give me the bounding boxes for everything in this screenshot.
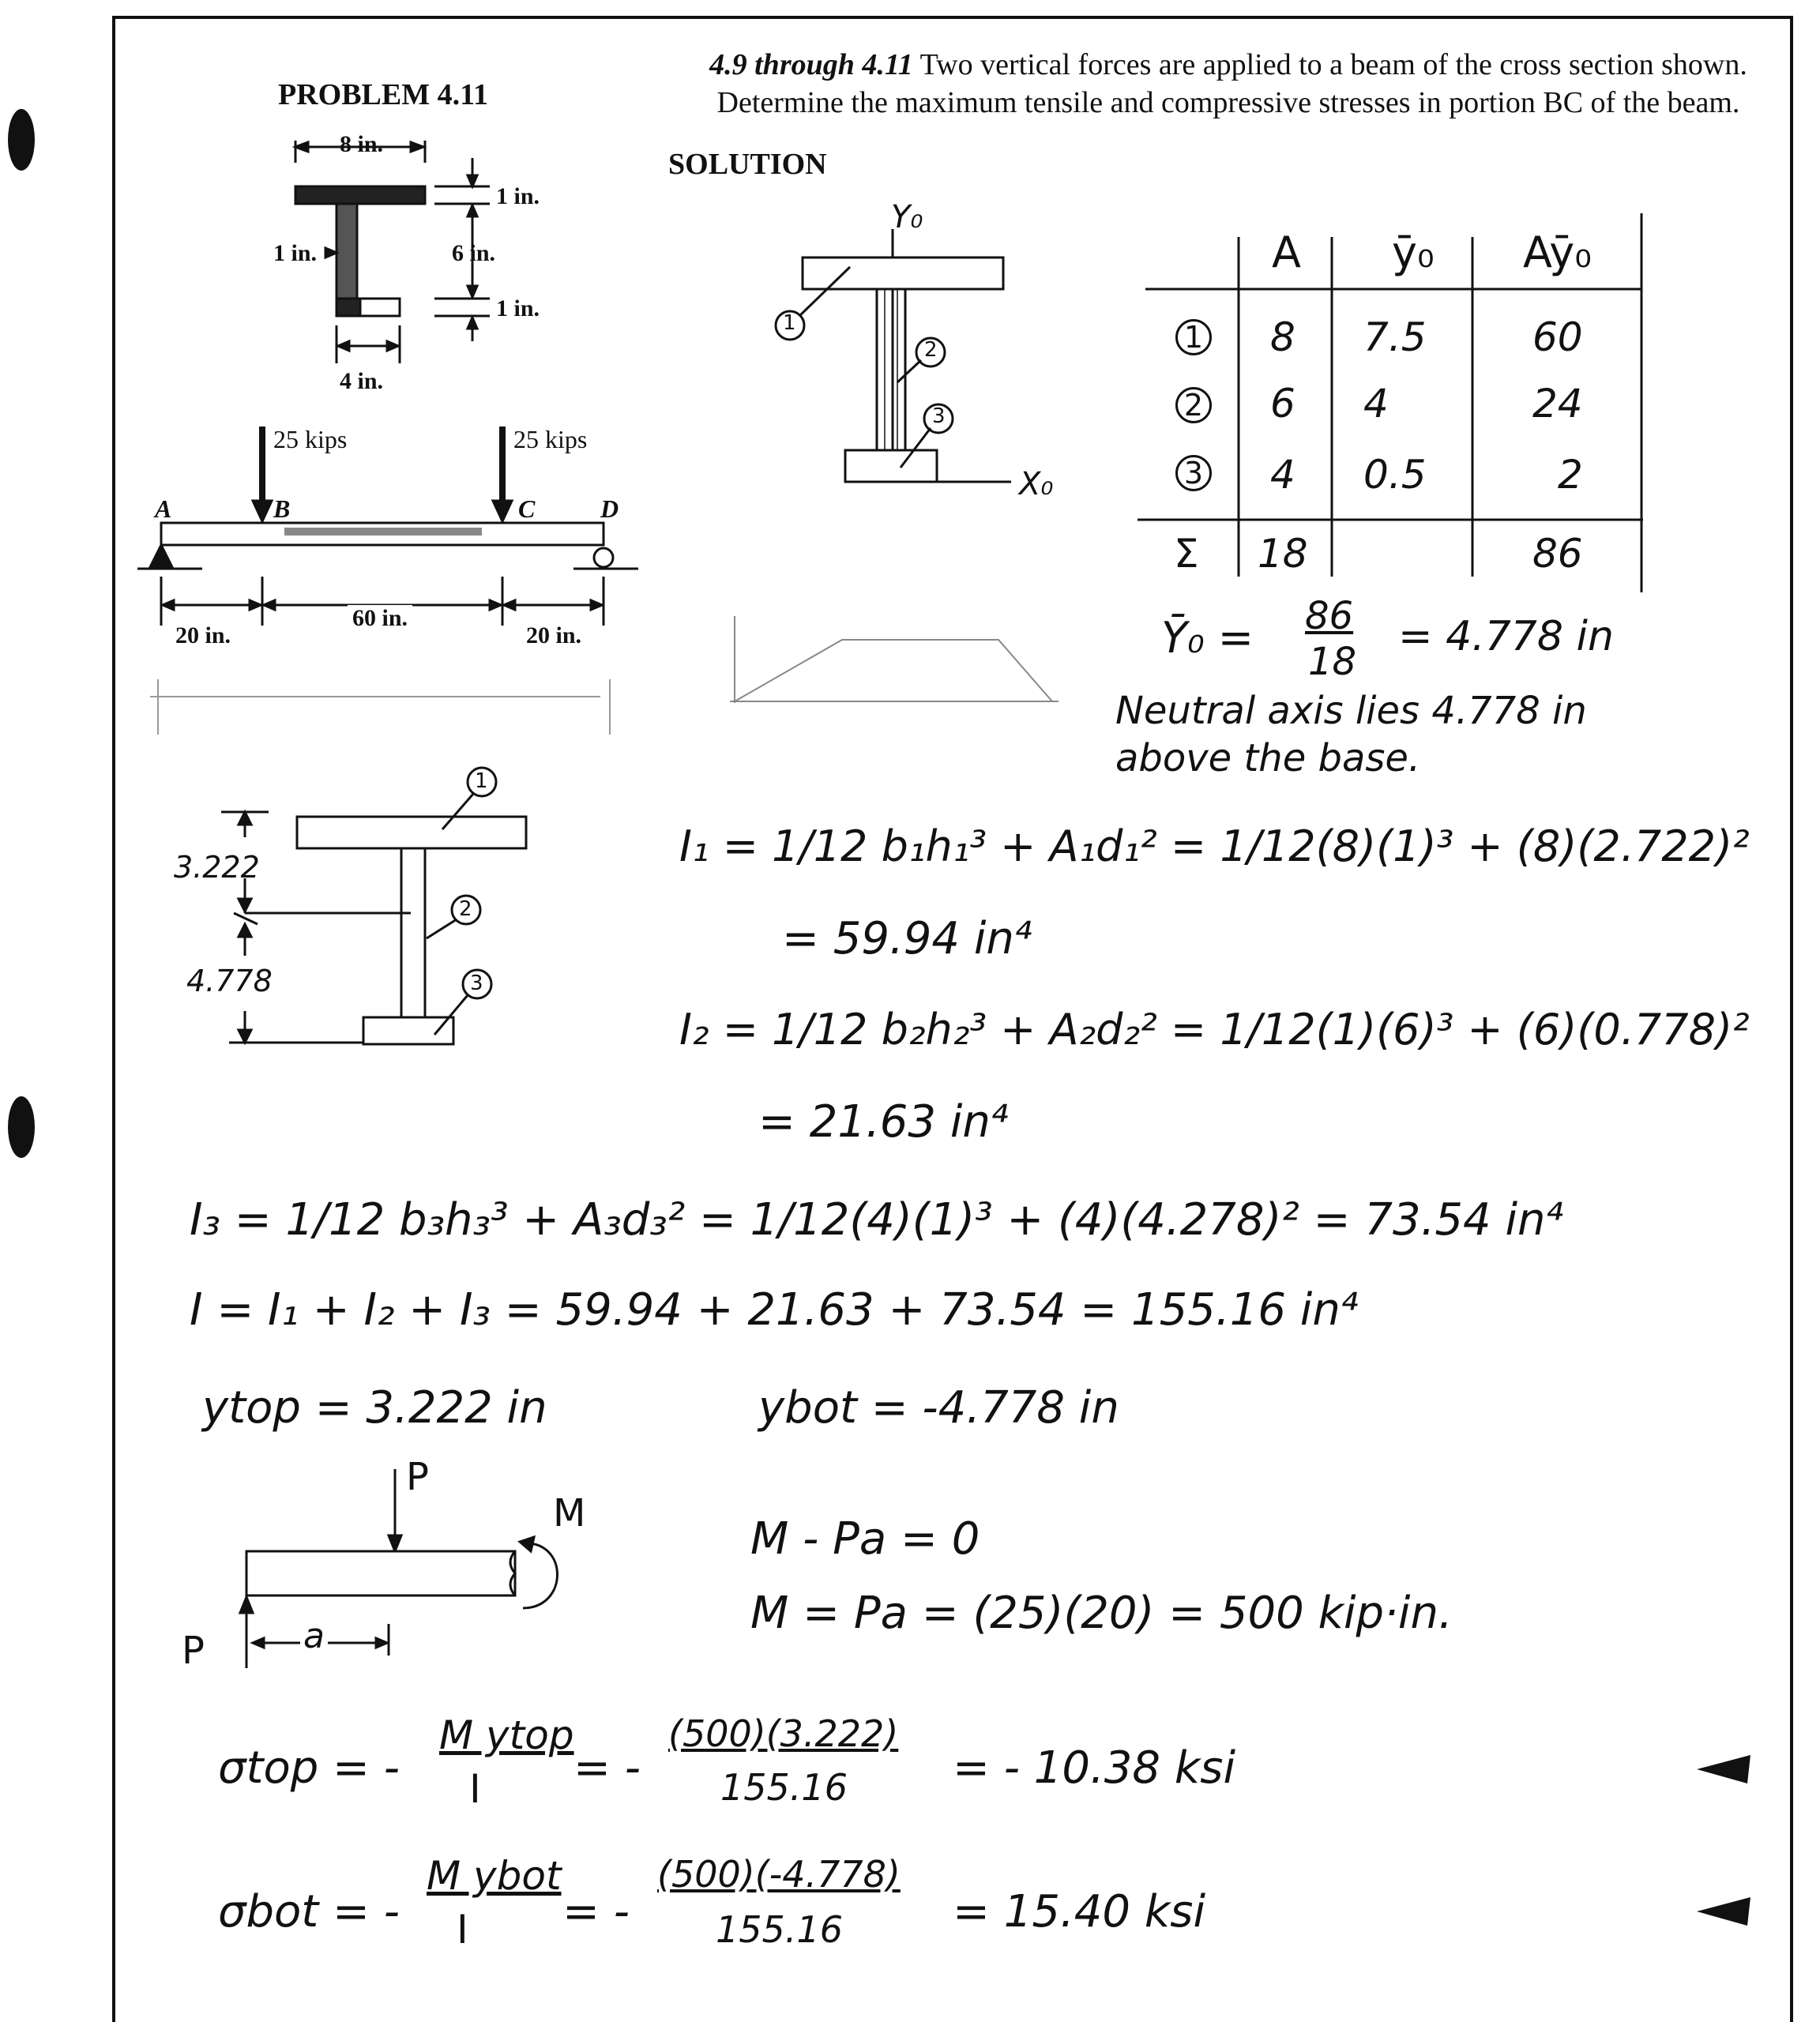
span-bc: 60 in. [348,605,412,632]
x0-axis-label: X₀ [1019,466,1054,502]
stress-top-frac-den: I [469,1766,481,1812]
i1-line-2: = 59.94 in⁴ [782,913,1032,964]
point-b: B [273,494,291,523]
table-row-3-ay: 2 [1558,452,1583,498]
section-diagram-2 [182,758,561,1058]
y0-axis-label: Y₀ [891,199,923,235]
moment-diagram-sketch [695,600,1074,711]
solution-heading: SOLUTION [668,148,827,181]
fbd-p-left: P [182,1629,205,1673]
dim-web-height: 6 in. [452,240,496,266]
table-row-2-part: 2 [1175,387,1212,423]
i1-line-1: I₁ = 1/12 b₁h₁³ + A₁d₁² = 1/12(8)(1)³ + (8)(2.722)² [679,821,1750,871]
free-body-diagram [174,1469,616,1682]
fbd-p-top: P [406,1455,429,1499]
table-sum-a: 18 [1258,531,1308,577]
moment-eq-1: M - Pa = 0 [750,1513,980,1565]
point-a: A [155,494,172,523]
stress-top-lhs: σtop = - [218,1742,400,1794]
load-b-label: 25 kips [273,425,348,453]
table-row-1-ay: 60 [1532,314,1583,360]
point-c: C [518,494,536,523]
stress-bot-frac-num: M ybot [427,1853,562,1899]
punch-hole-middle [8,1096,35,1158]
stress-bot-result: = 15.40 ksi [953,1886,1206,1937]
dist-top: 3.222 [174,850,260,885]
centroid-lhs: Ȳ₀ = [1161,613,1254,663]
centroid-den: 18 [1308,640,1357,684]
fbd-a: a [300,1616,328,1656]
result-marker-bottom [1697,1896,1752,1927]
i2-line-2: = 21.63 in⁴ [758,1096,1009,1148]
table-row-3-part: 3 [1175,455,1212,491]
d2-part-2: 2 [459,897,472,921]
table-sum-ay: 86 [1532,531,1583,577]
table-row-1-y: 7.5 [1363,314,1427,360]
d2-part-1: 1 [475,769,488,793]
centroid-num: 86 [1305,594,1354,638]
d2-part-3: 3 [470,972,483,995]
centroid-note-1: Neutral axis lies 4.778 in [1115,689,1587,733]
table-sum-symbol: Σ [1174,531,1199,577]
beam-figure [126,419,679,750]
i3-line: I₃ = 1/12 b₃h₃³ + A₃d₃² = 1/12(4)(1)³ + (4)(4.278)² = 73.54 in⁴ [190,1194,1563,1246]
fbd-m: M [553,1491,586,1535]
load-c-label: 25 kips [513,425,588,453]
table-row-3-a: 4 [1270,452,1295,498]
d1-part-1: 1 [783,311,796,335]
stress-bot-num: (500)(-4.778) [657,1853,901,1896]
dim-bottom-thickness: 1 in. [496,295,540,321]
stress-top-den: 155.16 [720,1766,848,1809]
stress-bot-lhs: σbot = - [218,1886,400,1937]
dim-bottom-width: 4 in. [340,368,384,394]
d1-part-2: 2 [924,338,938,362]
table-row-1-part: 1 [1175,319,1212,355]
point-d: D [600,494,619,523]
stress-top-mid: = - [573,1742,641,1794]
table-header-ybar: ȳ₀ [1392,227,1435,277]
result-marker-top [1697,1753,1752,1785]
y-top: ytop = 3.222 in [202,1382,547,1434]
dim-top-thickness: 1 in. [496,183,540,209]
table-row-2-a: 6 [1270,381,1295,427]
moment-eq-2: M = Pa = (25)(20) = 500 kip·in. [750,1588,1453,1639]
table-row-2-ay: 24 [1532,381,1583,427]
table-header-aybar: Aȳ₀ [1523,227,1592,277]
table-row-1-a: 8 [1270,314,1295,360]
statement-line-1: Two vertical forces are applied to a beam of the cross section shown. [919,48,1747,81]
i2-line-1: I₂ = 1/12 b₂h₂³ + A₂d₂² = 1/12(1)(6)³ + (6)(0.778)² [679,1005,1750,1054]
centroid-note-2: above the base. [1115,736,1421,780]
span-cd: 20 in. [526,622,582,648]
stress-top-num: (500)(3.222) [668,1712,899,1755]
stress-bot-den: 155.16 [716,1908,843,1951]
section-diagram-1 [743,197,1074,506]
centroid-rhs: = 4.778 in [1398,613,1614,660]
d1-part-3: 3 [932,404,946,428]
dist-bot: 4.778 [186,964,273,998]
i-total: I = I₁ + I₂ + I₃ = 59.94 + 21.63 + 73.54 = 155.16 in⁴ [190,1284,1359,1336]
dim-web-thickness: 1 in. [273,240,318,266]
stress-top-result: = - 10.38 ksi [953,1742,1236,1794]
problem-statement [679,46,1777,122]
dim-top-width: 8 in. [340,131,384,157]
y-bot: ybot = -4.778 in [758,1382,1119,1434]
statement-line-2: Determine the maximum tensile and compressive stresses in portion BC of the beam. [716,86,1740,119]
table-row-3-y: 0.5 [1363,452,1427,498]
stress-top-frac-num: M ytop [439,1712,574,1758]
problem-label: PROBLEM 4.11 [278,78,489,111]
span-ab: 20 in. [175,622,231,648]
problem-range: 4.9 through 4.11 [709,48,913,81]
stress-bot-mid: = - [562,1886,630,1937]
punch-hole-top [8,109,35,171]
stress-bot-frac-den: I [457,1907,468,1952]
table-header-area: A [1272,227,1301,277]
table-row-2-y: 4 [1363,381,1389,427]
